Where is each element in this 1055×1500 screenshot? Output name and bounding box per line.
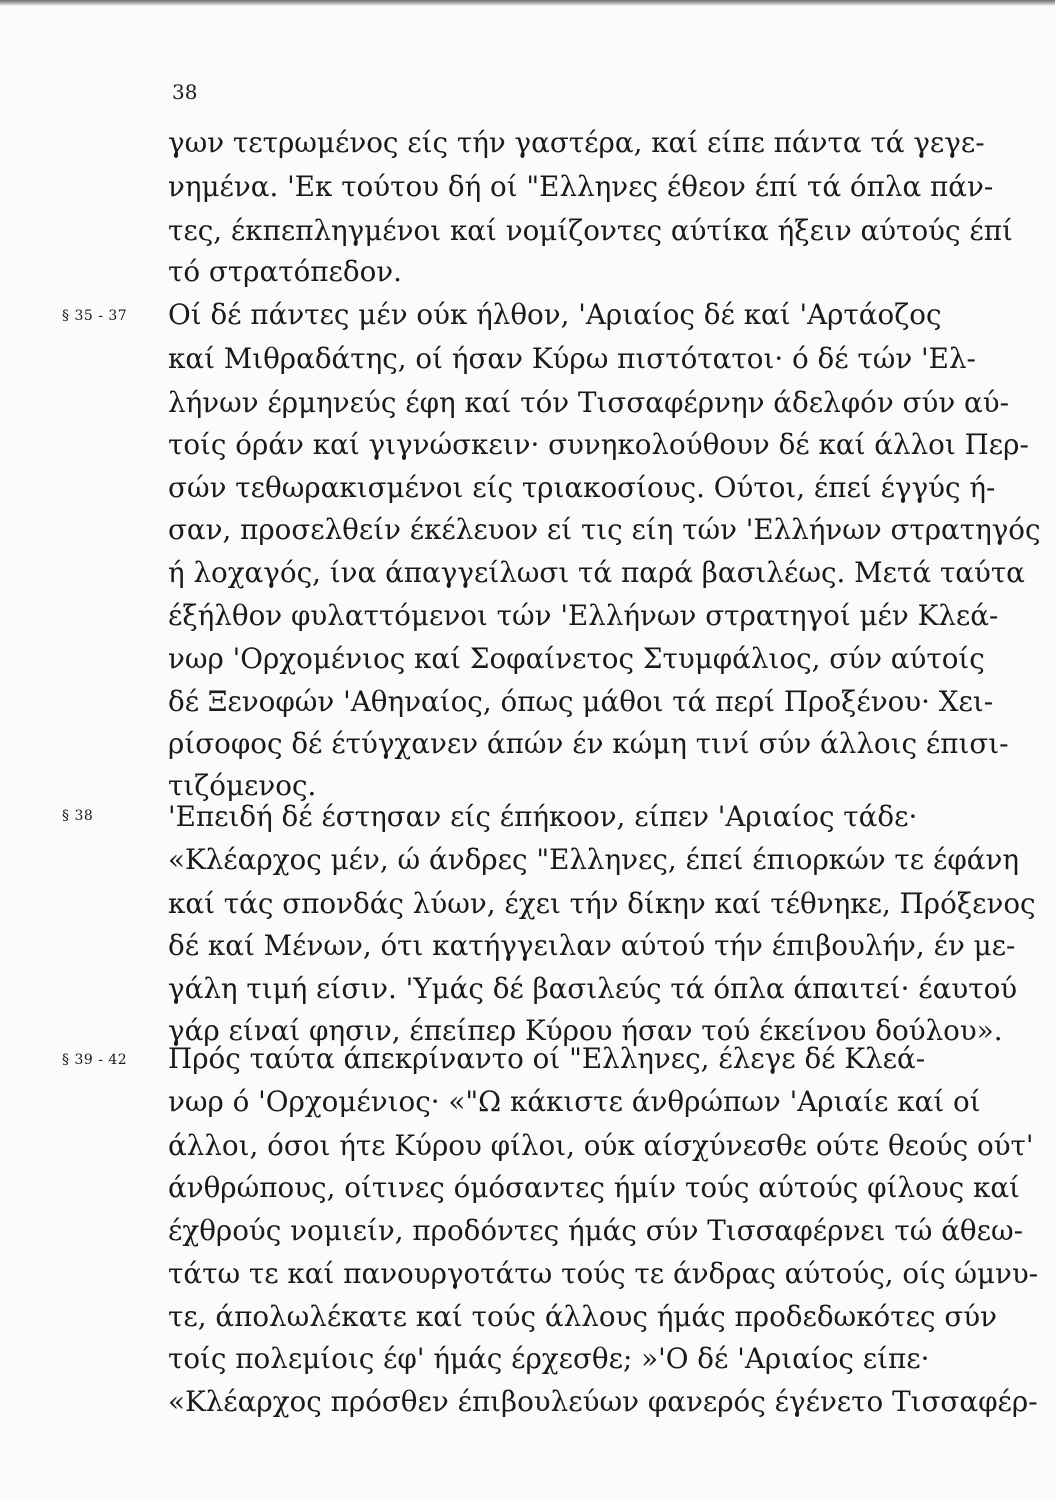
- text-line: έξήλθον φυλαττόμενοι τών 'Ελλήνων στρατηγοί μέν Κλεά-: [168, 599, 999, 632]
- text-line: καί Μιθραδάτης, οί ήσαν Κύρω πιστότατοι· ό δέ τών 'Ελ-: [168, 342, 976, 375]
- text-line: καί τάς σπονδάς λύων, έχει τήν δίκην καί τέθνηκε, Πρόξενος: [168, 887, 1036, 920]
- text-line: τιζόμενος.: [168, 769, 317, 802]
- text-line: τάτω τε καί πανουργοτάτω τούς τε άνδρας αύτούς, οίς ώμνυ-: [168, 1257, 1039, 1290]
- text-line: λήνων έρμηνεύς έφη καί τόν Τισσαφέρνην άδελφόν σύν αύ-: [168, 386, 1010, 419]
- text-line: «Κλέαρχος μέν, ώ άνδρες "Ελληνες, έπεί έπιορκών τε έφάνη: [168, 843, 1020, 876]
- text-line: γων τετρωμένος είς τήν γαστέρα, καί είπε πάντα τά γεγε-: [168, 126, 985, 159]
- text-line: τό στρατόπεδον.: [168, 255, 402, 288]
- text-line: τοίς πολεμίοις έφ' ήμάς έρχεσθε; »'Ο δέ 'Αριαίος είπε·: [168, 1342, 930, 1375]
- text-line: σαν, προσελθείν έκέλευον εί τις είη τών 'Ελλήνων στρατηγός: [168, 513, 1041, 546]
- margin-reference: § 39 - 42: [62, 1052, 128, 1068]
- text-line: γάρ είναί φησιν, έπείπερ Κύρου ήσαν τού έκείνου δούλου».: [168, 1014, 1003, 1047]
- text-line: δέ καί Μένων, ότι κατήγγειλαν αύτού τήν έπιβουλήν, έν με-: [168, 929, 1016, 962]
- text-line: «Κλέαρχος πρόσθεν έπιβουλεύων φανερός έγένετο Τισσαφέρ-: [168, 1385, 1038, 1418]
- margin-reference: § 38: [62, 808, 94, 824]
- text-line: ρίσοφος δέ έτύγχανεν άπών έν κώμη τινί σύν άλλοις έπισι-: [168, 727, 1009, 760]
- text-line: Πρός ταύτα άπεκρίναντο οί "Ελληνες, έλεγε δέ Κλεά-: [168, 1042, 926, 1075]
- text-line: δέ Ξενοφών 'Αθηναίος, όπως μάθοι τά περί Προξένου· Χει-: [168, 685, 994, 718]
- text-line: ή λοχαγός, ίνα άπαγγείλωσι τά παρά βασιλέως. Μετά ταύτα: [168, 556, 1025, 589]
- page-number: 38: [172, 80, 198, 104]
- text-line: έχθρούς νομιείν, προδόντες ήμάς σύν Τισσαφέρνει τώ άθεω-: [168, 1214, 1023, 1247]
- margin-reference: § 35 - 37: [62, 308, 128, 324]
- text-line: άλλοι, όσοι ήτε Κύρου φίλοι, ούκ αίσχύνεσθε ούτε θεούς ούτ': [168, 1129, 1034, 1162]
- text-line: νωρ ό 'Ορχομένιος· «"Ω κάκιστε άνθρώπων 'Αριαίε καί οί: [168, 1085, 981, 1118]
- text-line: τοίς όράν καί γιγνώσκειν· συνηκολούθουν δέ καί άλλοι Περ-: [168, 428, 1029, 461]
- text-line: τε, άπολωλέκατε καί τούς άλλους ήμάς προδεδωκότες σύν: [168, 1300, 998, 1333]
- text-line: σών τεθωρακισμένοι είς τριακοσίους. Ούτοι, έπεί έγγύς ή-: [168, 471, 996, 504]
- text-line: νωρ 'Ορχομένιος καί Σοφαίνετος Στυμφάλιος, σύν αύτοίς: [168, 642, 985, 675]
- text-line: νημένα. 'Εκ τούτου δή οί "Ελληνες έθεον έπί τά όπλα πάν-: [168, 170, 994, 203]
- text-line: τες, έκπεπληγμένοι καί νομίζοντες αύτίκα ήξειν αύτούς έπί: [168, 214, 1013, 247]
- text-line: άνθρώπους, οίτινες όμόσαντες ήμίν τούς αύτούς φίλους καί: [168, 1171, 1020, 1204]
- text-line: Οί δέ πάντες μέν ούκ ήλθον, 'Αριαίος δέ καί 'Αρτάοζος: [168, 298, 942, 331]
- text-line: 'Επειδή δέ έστησαν είς έπήκοον, είπεν 'Αριαίος τάδε·: [168, 800, 918, 833]
- text-line: γάλη τιμή είσιν. 'Υμάς δέ βασιλεύς τά όπλα άπαιτεί· έαυτού: [168, 972, 1018, 1005]
- scan-top-edge: [0, 0, 1055, 6]
